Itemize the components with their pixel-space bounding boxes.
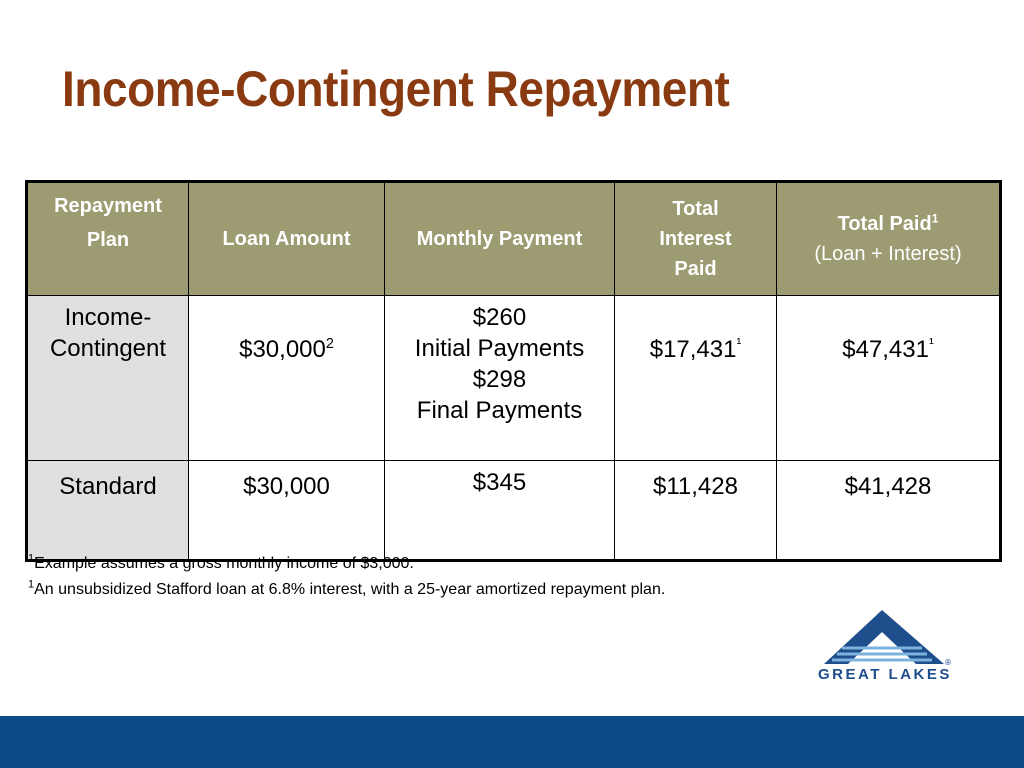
loan-amount-std-value: $30,000	[243, 473, 330, 500]
plan-line1: Income-	[64, 304, 152, 331]
header-total-paid-sub: (Loan + Interest)	[814, 243, 962, 265]
table-row-income-contingent	[27, 296, 1001, 461]
total-paid-std-value: $41,428	[844, 473, 932, 500]
header-interest-line3: Paid	[674, 258, 717, 280]
footnote-2-text: An unsubsidized Stafford loan at 6.8% interest, with a 25-year amortized repayment plan.	[34, 581, 666, 598]
header-interest-line2: Interest	[659, 228, 732, 250]
total-interest-sup: ¹	[736, 336, 742, 352]
footnote-1-text: Example assumes a gross monthly income of $3,000.	[34, 555, 414, 572]
payment-line3: $298	[472, 366, 527, 393]
header-total-paid	[777, 182, 1001, 296]
payment-line1: $260	[472, 304, 527, 331]
plan-line2: Contingent	[49, 335, 167, 362]
cell-total-paid-ic	[777, 296, 1001, 461]
cell-plan-standard	[27, 461, 189, 561]
payment-line4: Final Payments	[416, 397, 583, 424]
header-repayment-plan	[27, 182, 189, 296]
cell-monthly-payment-std	[385, 461, 615, 561]
table-header-row	[27, 182, 1001, 296]
loan-amount-value: $30,000	[239, 336, 326, 363]
monthly-payment-std-value: $345	[472, 469, 527, 496]
bottom-bar	[0, 716, 1024, 768]
total-paid-sup: ¹	[928, 336, 934, 352]
payment-line2: Initial Payments	[414, 335, 585, 362]
cell-total-interest-ic	[615, 296, 777, 461]
header-plan-line1: Repayment	[54, 195, 162, 217]
cell-total-interest-std	[615, 461, 777, 561]
header-monthly-payment: Monthly Payment	[385, 182, 615, 296]
header-total-paid-label: Total Paid	[837, 213, 932, 235]
table-row-standard	[27, 461, 1001, 561]
cell-loan-amount-std	[189, 461, 385, 561]
total-interest-std-value: $11,428	[653, 473, 738, 500]
cell-monthly-payment-ic	[385, 296, 615, 461]
header-plan-line2: Plan	[86, 229, 130, 251]
footnote-2-marker: 1	[28, 578, 35, 591]
footnote-1	[28, 552, 414, 573]
loan-amount-sup: 2	[325, 336, 334, 352]
total-paid-value: $47,431	[842, 336, 929, 363]
cell-total-paid-std	[777, 461, 1001, 561]
header-total-paid-sup: 1	[931, 211, 939, 226]
logo-registered-mark: ®	[944, 658, 952, 667]
footnote-1-marker: 1	[28, 552, 35, 565]
plan-standard-label: Standard	[59, 473, 157, 500]
repayment-table	[25, 180, 1002, 562]
slide-title: Income-Contingent Repayment	[62, 61, 730, 117]
total-interest-value: $17,431	[649, 336, 737, 363]
footnote-2	[28, 578, 666, 599]
header-total-interest-paid	[615, 182, 777, 296]
cell-loan-amount-ic	[189, 296, 385, 461]
header-interest-line1: Total	[672, 198, 719, 220]
cell-plan-income-contingent	[27, 296, 189, 461]
logo-text: GREAT LAKES	[818, 666, 952, 683]
header-loan-amount: Loan Amount	[189, 182, 385, 296]
